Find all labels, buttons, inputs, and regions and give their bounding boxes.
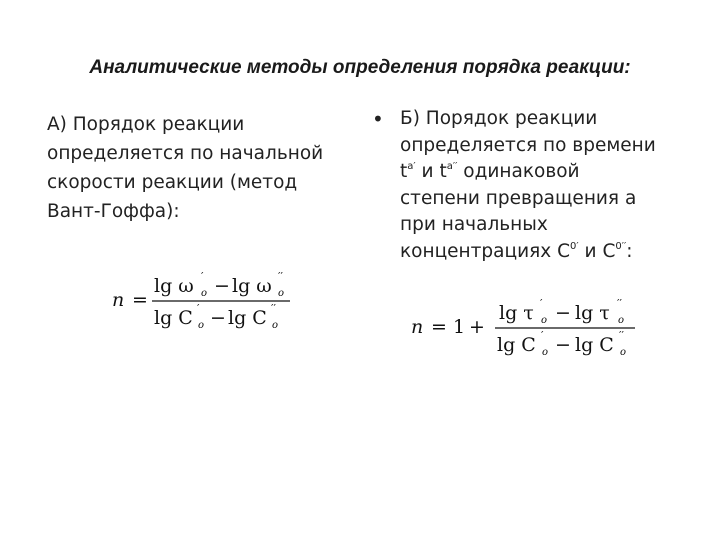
time-superscript-2: a′′ — [446, 161, 458, 172]
denominator-sub-2: o — [620, 347, 627, 358]
bullet-icon: • — [372, 107, 384, 131]
equals-sign: = — [132, 289, 148, 311]
numerator-sub-1: o — [201, 288, 208, 299]
denominator-prime-1: ′ — [197, 302, 200, 315]
denominator-sub-1: o — [542, 347, 549, 358]
method-b-line-5: при начальных — [400, 214, 548, 235]
method-b-line-6 — [400, 239, 680, 266]
vant-hoff-formula — [108, 262, 298, 342]
denominator-term-2: lg C — [575, 334, 614, 356]
time-superscript-1: a′ — [407, 161, 416, 172]
concentration-superscript-1: 0′ — [570, 240, 579, 252]
numerator-term-1: lg τ — [499, 302, 534, 324]
method-a-line-4: Вант-Гоффа): — [47, 201, 180, 222]
and-time-text: и t — [415, 161, 447, 182]
order-symbol: n — [112, 289, 125, 311]
denominator-prime-2: ′′ — [619, 329, 624, 342]
and-concentration-text: и C — [578, 240, 616, 262]
numerator-minus: − — [214, 275, 230, 297]
numerator-sub-1: o — [541, 315, 548, 326]
numerator-prime-1: ′ — [540, 297, 543, 310]
equals-sign: = — [431, 316, 447, 338]
method-b-line-2: определяется по времени — [400, 134, 656, 156]
denominator-term-2: lg C — [228, 307, 267, 329]
method-a-line-2: определяется по начальной — [47, 143, 324, 164]
numerator-sub-2: o — [278, 288, 285, 299]
numerator-prime-2: ′′ — [278, 270, 283, 283]
denominator-prime-1: ′ — [541, 329, 544, 342]
method-b-line-1: Б) Порядок реакции — [400, 108, 598, 129]
time-method-formula — [405, 288, 645, 368]
numerator-term-2: lg τ — [575, 302, 610, 324]
numerator-prime-2: ′′ — [617, 297, 622, 310]
slide-title: Аналитические методы определения порядка реакции: — [89, 57, 631, 78]
numerator-term-1: lg ω — [154, 275, 194, 297]
denominator-sub-1: o — [198, 320, 205, 331]
denominator-term-1: lg C — [497, 334, 536, 356]
denominator-term-1: lg C — [154, 307, 193, 329]
time-symbol: t — [400, 161, 408, 182]
method-b-line-4: степени превращения a — [400, 187, 637, 209]
method-b-line-3 — [400, 159, 680, 186]
numerator-sub-2: o — [618, 315, 625, 326]
concentration-superscript-2: 0′′ — [615, 240, 627, 252]
numerator-term-2: lg ω — [232, 275, 272, 297]
method-b-text — [400, 106, 680, 265]
order-symbol: n — [411, 316, 424, 338]
denominator-minus: − — [210, 307, 226, 329]
numerator-minus: − — [555, 302, 571, 324]
concentration-text: концентрациях C — [400, 240, 571, 262]
method-a-line-3: скорости реакции (метод — [47, 172, 298, 193]
numerator-prime-1: ′ — [201, 270, 204, 283]
colon-text: : — [626, 240, 633, 262]
plus-sign: + — [469, 316, 485, 338]
denominator-sub-2: o — [272, 320, 279, 331]
one-term: 1 — [453, 316, 466, 338]
denominator-prime-2: ′′ — [271, 302, 276, 315]
denominator-minus: − — [555, 334, 571, 356]
method-a-line-1: А) Порядок реакции — [47, 114, 245, 135]
same-text: одинаковой — [457, 161, 580, 182]
method-a-text — [47, 110, 357, 226]
